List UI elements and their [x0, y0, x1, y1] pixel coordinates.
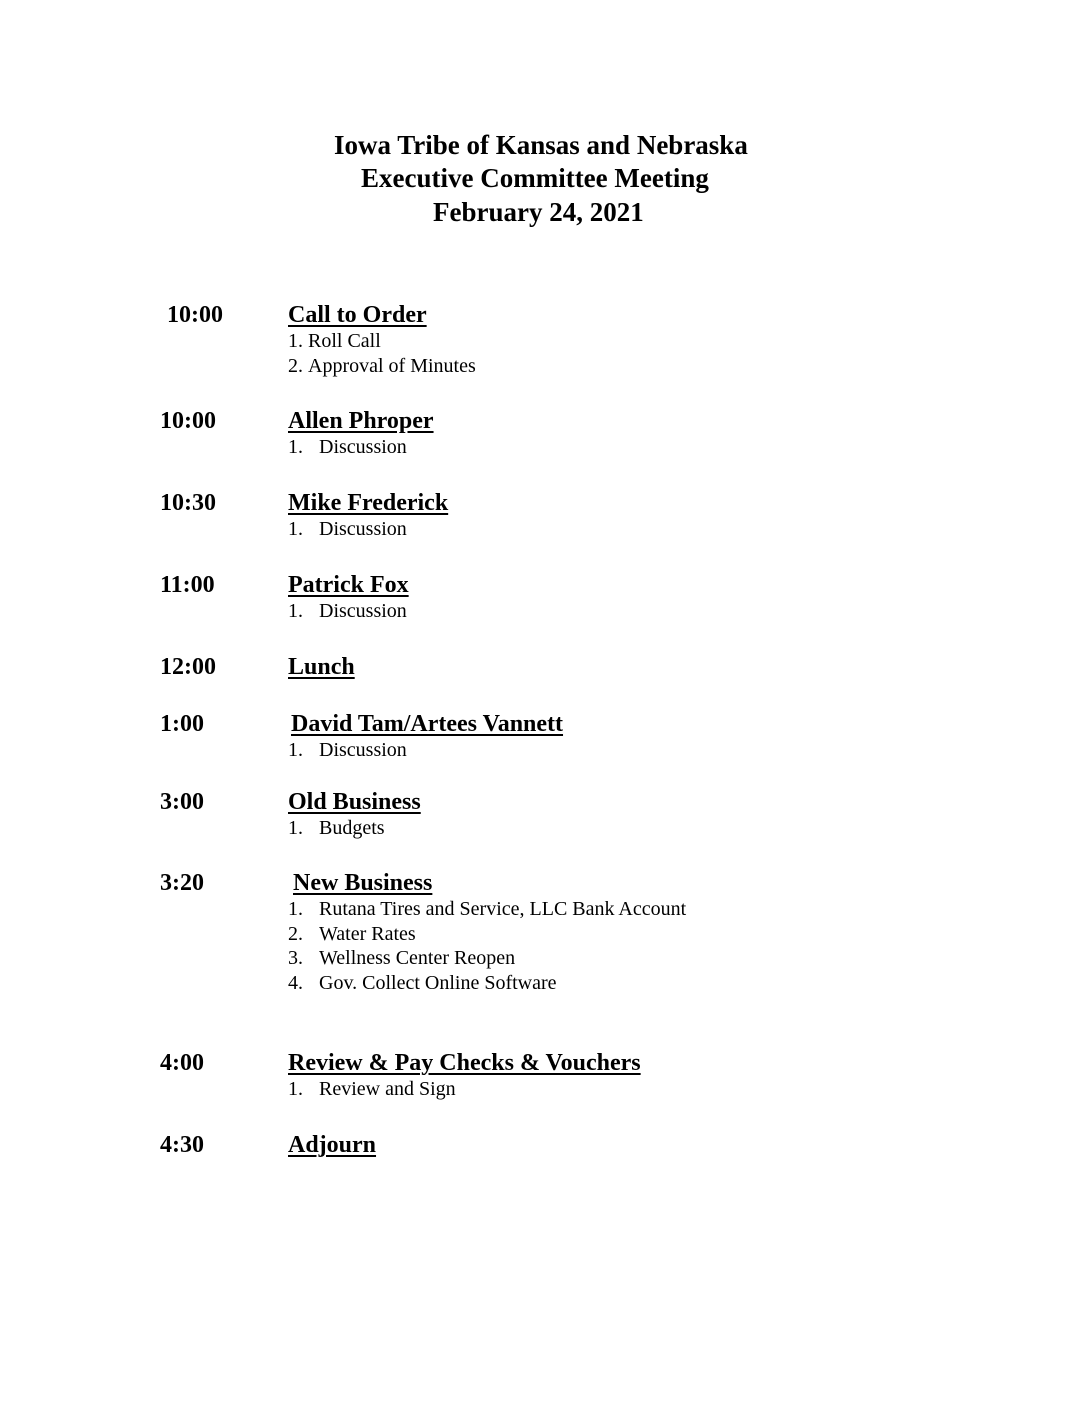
agenda-heading: Allen Phroper [288, 408, 434, 434]
item-text: Discussion [319, 436, 407, 458]
item-number: 1. [288, 330, 303, 352]
agenda-time: 10:00 [167, 302, 223, 328]
agenda-item [288, 897, 686, 921]
agenda-item [288, 922, 416, 946]
agenda-item [288, 329, 381, 353]
agenda-item [288, 435, 407, 459]
agenda-heading: David Tam/Artees Vannett [291, 711, 564, 737]
agenda-time: 10:00 [160, 408, 216, 434]
item-text: Discussion [319, 739, 407, 761]
item-number: 4. [288, 972, 303, 994]
agenda-time: 12:00 [160, 654, 216, 680]
item-number: 1. [288, 600, 303, 622]
item-text: Budgets [319, 817, 385, 839]
agenda-item [288, 971, 557, 995]
title-organization: Iowa Tribe of Kansas and Nebraska [334, 130, 748, 160]
item-number: 2. [288, 923, 303, 945]
item-number: 1. [288, 817, 303, 839]
agenda-heading: Mike Frederick [288, 490, 449, 516]
item-number: 2. [288, 355, 303, 377]
item-number: 3. [288, 947, 303, 969]
agenda-heading: Call to Order [288, 302, 427, 328]
item-text: Approval of Minutes [308, 355, 476, 377]
item-text: Rutana Tires and Service, LLC Bank Account [319, 898, 687, 920]
agenda-heading: New Business [293, 870, 433, 896]
item-number: 1. [288, 1078, 303, 1100]
agenda-item [288, 354, 476, 378]
item-number: 1. [288, 518, 303, 540]
agenda-time: 4:30 [160, 1132, 204, 1158]
agenda-item [288, 946, 515, 970]
agenda-heading: Review & Pay Checks & Vouchers [288, 1050, 641, 1076]
title-meeting: Executive Committee Meeting [361, 163, 709, 193]
agenda-time: 1:00 [160, 711, 204, 737]
agenda-item [288, 738, 407, 762]
agenda-item [288, 599, 407, 623]
agenda-time: 10:30 [160, 490, 216, 516]
item-number: 1. [288, 739, 303, 761]
agenda-time: 11:00 [160, 572, 215, 598]
agenda-heading: Patrick Fox [288, 572, 409, 598]
agenda-time: 3:20 [160, 870, 204, 896]
title-date: February 24, 2021 [433, 197, 644, 227]
item-text: Wellness Center Reopen [319, 947, 516, 969]
item-text: Water Rates [319, 923, 416, 945]
agenda-item [288, 816, 385, 840]
item-text: Roll Call [308, 330, 381, 352]
agenda-heading: Old Business [288, 789, 421, 815]
agenda-item [288, 517, 407, 541]
item-number: 1. [288, 436, 303, 458]
item-text: Gov. Collect Online Software [319, 972, 557, 994]
item-number: 1. [288, 898, 303, 920]
agenda-time: 4:00 [160, 1050, 204, 1076]
item-text: Review and Sign [319, 1078, 456, 1100]
agenda-time: 3:00 [160, 789, 204, 815]
item-text: Discussion [319, 600, 407, 622]
agenda-heading: Lunch [288, 654, 355, 680]
agenda-item [288, 1077, 456, 1101]
agenda-heading: Adjourn [288, 1132, 377, 1158]
item-text: Discussion [319, 518, 407, 540]
